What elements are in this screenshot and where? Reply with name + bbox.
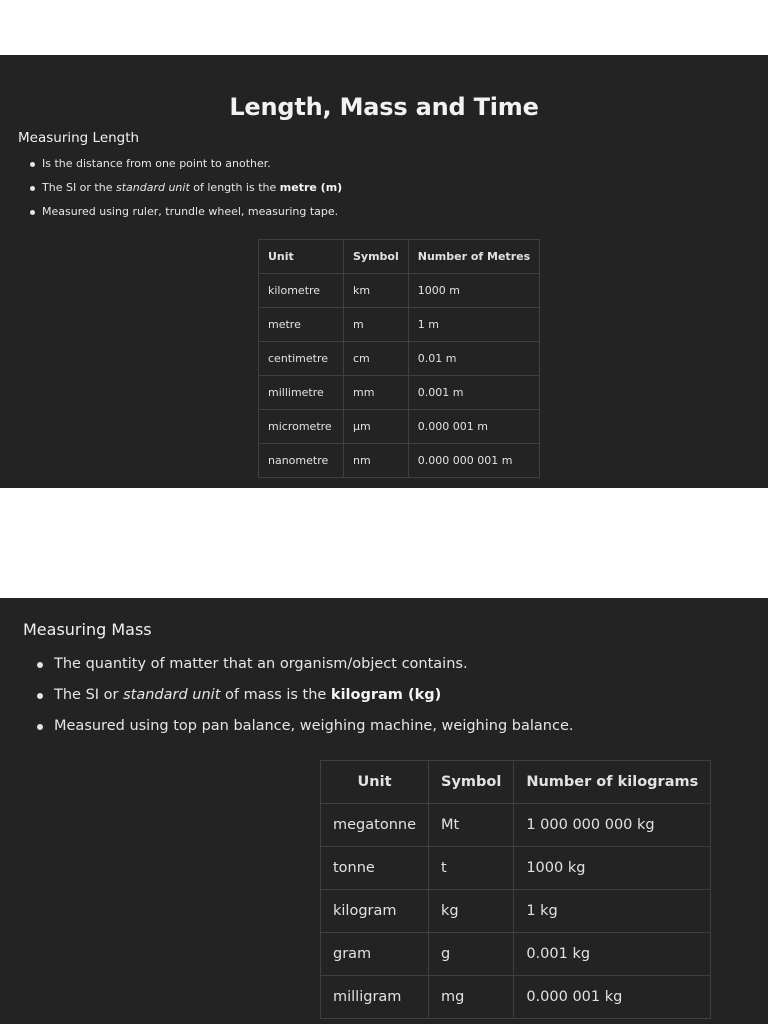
length-bullet-instruments [42,204,342,228]
symbol-cell: nm [344,444,409,478]
unit-cell: kilogram [321,890,429,933]
mass-panel [0,598,768,1024]
symbol-cell: mm [344,376,409,410]
symbol-cell: kg [429,890,514,933]
mass-header-number: Number of kilograms [514,761,711,804]
mass-bullet-list [54,654,573,747]
mass-units-table [320,760,711,1019]
length-bullet-definition [42,156,342,180]
table-row [259,274,540,308]
unit-cell: nanometre [259,444,344,478]
symbol-cell: Mt [429,804,514,847]
mass-bullet-si-unit [54,685,573,716]
length-bullet-definition-text: Is the distance from one point to another. [42,157,271,170]
length-bullet-list [42,156,342,228]
length-si-pre: The SI or the [42,181,116,194]
mass-bullet-definition-text: The quantity of matter that an organism/object contains. [54,656,468,672]
value-cell: 0.001 kg [514,933,711,976]
symbol-cell: g [429,933,514,976]
value-cell: 1 kg [514,890,711,933]
mass-si-pre: The SI or [54,687,124,703]
mass-header-unit: Unit [321,761,429,804]
mass-si-mid: of mass is the [220,687,331,703]
unit-cell: tonne [321,847,429,890]
symbol-cell: t [429,847,514,890]
table-row [321,804,711,847]
symbol-cell: km [344,274,409,308]
value-cell: 1000 kg [514,847,711,890]
length-units-table [258,239,540,478]
mass-si-unit-name: kilogram (kg) [330,687,442,703]
length-panel [0,55,768,488]
length-bullet-si-unit [42,180,342,204]
length-si-standard-unit: standard unit [115,181,190,194]
mass-header-symbol: Symbol [429,761,514,804]
value-cell: 1 000 000 000 kg [514,804,711,847]
value-cell: 0.000 001 kg [514,976,711,1019]
table-row [259,376,540,410]
mass-heading: Measuring Mass [23,620,152,639]
table-row [321,976,711,1019]
table-row [259,342,540,376]
symbol-cell: cm [344,342,409,376]
mass-bullet-instruments-text: Measured using top pan balance, weighing machine, weighing balance. [54,718,574,734]
unit-cell: gram [321,933,429,976]
table-row [321,933,711,976]
value-cell: 1000 m [408,274,539,308]
symbol-cell: m [344,308,409,342]
length-si-unit-name: metre (m) [279,181,343,194]
table-row [259,444,540,478]
value-cell: 0.01 m [408,342,539,376]
value-cell: 0.000 001 m [408,410,539,444]
mass-table-header-row [321,761,711,804]
length-header-symbol: Symbol [344,240,409,274]
length-heading: Measuring Length [18,130,140,146]
table-row [259,410,540,444]
mass-bullet-instruments [54,716,573,747]
unit-cell: milligram [321,976,429,1019]
length-table-header-row [259,240,540,274]
unit-cell: metre [259,308,344,342]
length-header-unit: Unit [259,240,344,274]
unit-cell: kilometre [259,274,344,308]
page-title: Length, Mass and Time [229,93,539,122]
unit-cell: millimetre [259,376,344,410]
table-row [321,890,711,933]
value-cell: 1 m [408,308,539,342]
unit-cell: megatonne [321,804,429,847]
symbol-cell: μm [344,410,409,444]
mass-bullet-definition [54,654,573,685]
symbol-cell: mg [429,976,514,1019]
unit-cell: centimetre [259,342,344,376]
length-si-mid: of length is the [189,181,280,194]
unit-cell: micrometre [259,410,344,444]
mass-si-standard-unit: standard unit [123,687,221,703]
table-row [259,308,540,342]
table-row [321,847,711,890]
value-cell: 0.000 000 001 m [408,444,539,478]
length-bullet-instruments-text: Measured using ruler, trundle wheel, measuring tape. [42,205,339,218]
value-cell: 0.001 m [408,376,539,410]
length-header-number: Number of Metres [408,240,539,274]
